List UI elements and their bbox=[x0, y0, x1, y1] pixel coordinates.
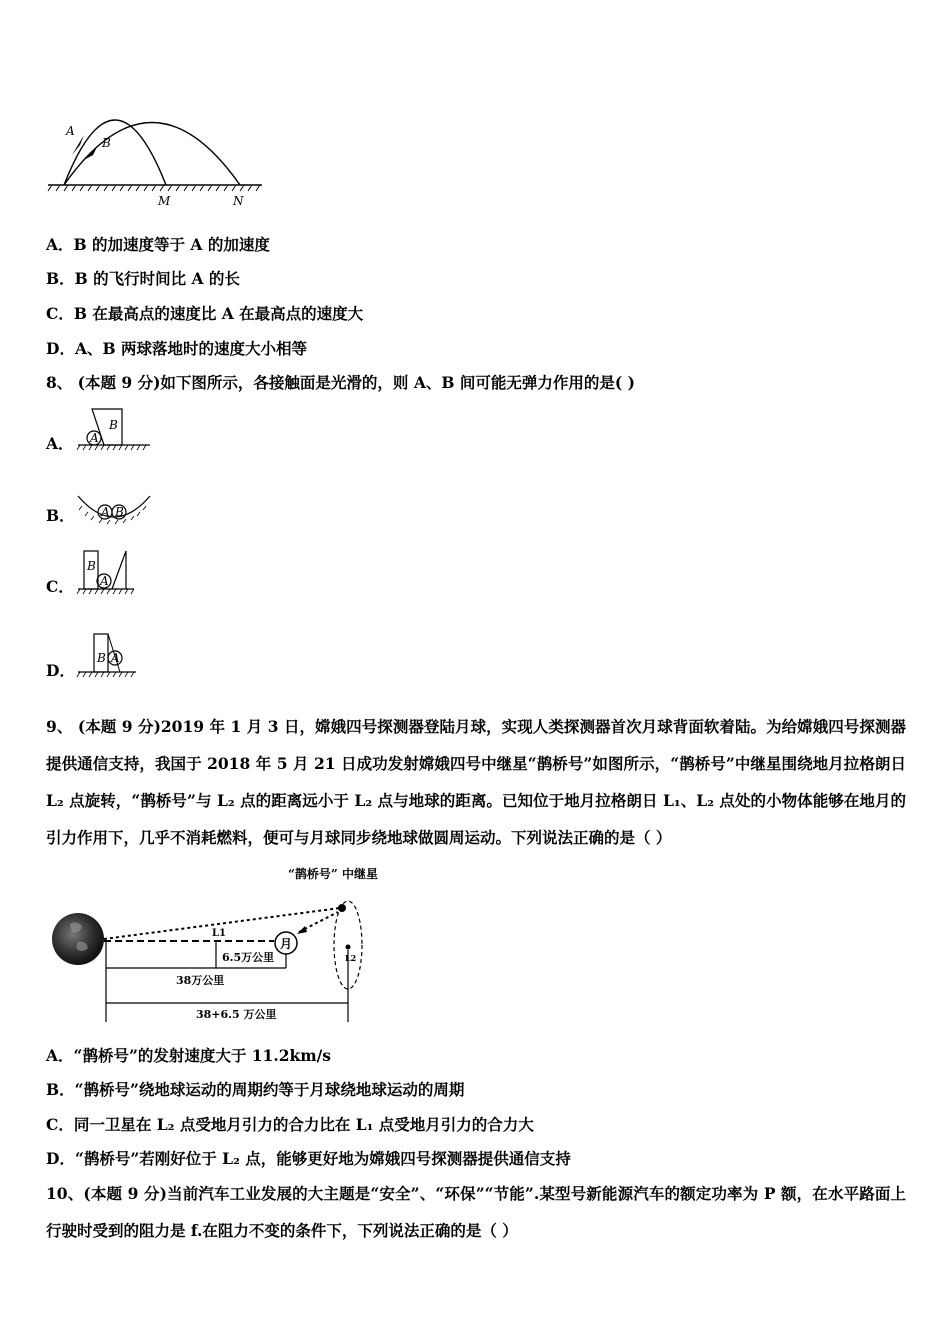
q9-stem: 9、 (本题 9 分)2019 年 1 月 3 日，嫦娥四号探测器登陆月球，实现人类探测器首次月球背面软着陆。为给嫦娥四号探测器提供通信支持，我国于 2018 年 5 月 21 日成功发射嫦娥四号中继星“鹊桥号”如图所示，“鹊桥号”中继星围绕地月拉格朗日 L₂ 点旋转，“鹊桥号”与 L₂ 点的距离远小于 L₂ 点与地球的距离。已知位于地月拉格朗日 L₁、L₂ 点处的小物体能够在地月的引力作用下，几乎不消耗燃料，便可与月球同步绕地球做圆周运动。下列说法正确的是（ ） bbox=[46, 717, 906, 847]
l2-point bbox=[346, 945, 351, 950]
arrow-to-moon bbox=[297, 926, 307, 934]
q7-projectile-figure bbox=[40, 95, 280, 215]
q8-figure-a bbox=[74, 405, 154, 457]
q7-option-a: A．B 的加速度等于 A 的加速度 bbox=[46, 235, 270, 254]
q8-stem: 8、 (本题 9 分)如下图所示，各接触面是光滑的，则 A、B 间可能无弹力作用的是( ) bbox=[46, 373, 635, 392]
label-a: A bbox=[66, 124, 75, 138]
q8-figure-d bbox=[74, 628, 154, 680]
label-b: B bbox=[102, 136, 111, 150]
ball-b-label: B bbox=[115, 505, 124, 519]
q8-figure-b bbox=[74, 490, 154, 530]
l1-label: L1 bbox=[212, 928, 226, 939]
q7-option-d: D．A、B 两球落地时的速度大小相等 bbox=[46, 339, 307, 358]
q8-option-d-label: D． bbox=[46, 661, 75, 680]
q8-option-c-label: C． bbox=[46, 577, 74, 596]
label-m: M bbox=[158, 194, 171, 208]
q10-stem: 10、(本题 9 分)当前汽车工业发展的大主题是“安全”、“环保”“节能”.某型号新能源汽车的额定功率为 P 额，在水平路面上行驶时受到的阻力是 f.在阻力不变的条件下，下列说法正确的是（ ） bbox=[46, 1184, 906, 1240]
q8-figure-c bbox=[74, 545, 154, 597]
wedge bbox=[112, 551, 126, 589]
satellite-label: “鹊桥号” 中继星 bbox=[288, 867, 378, 881]
dist-total: 38+6.5 万公里 bbox=[196, 1008, 277, 1021]
earth bbox=[52, 913, 104, 965]
label-n: N bbox=[233, 194, 244, 208]
ball-a-label: A bbox=[101, 505, 110, 519]
block-b-label: B bbox=[109, 418, 118, 432]
trajectory-a bbox=[64, 120, 166, 185]
arrow-a bbox=[72, 135, 84, 155]
moon-label: 月 bbox=[280, 937, 293, 951]
block-b-label: B bbox=[87, 559, 96, 573]
l2-label: L2 bbox=[345, 953, 357, 963]
block-b-label: B bbox=[97, 651, 106, 665]
q9-option-a: A．“鹊桥号”的发射速度大于 11.2km/s bbox=[46, 1046, 332, 1065]
q7-option-c: C．B 在最高点的速度比 A 在最高点的速度大 bbox=[46, 304, 364, 323]
q8-option-b-label: B． bbox=[46, 506, 75, 525]
ground-hatching bbox=[48, 185, 260, 191]
q7-option-b: B．B 的飞行时间比 A 的长 bbox=[46, 269, 240, 288]
q9-option-b: B．“鹊桥号”绕地球运动的周期约等于月球绕地球运动的周期 bbox=[46, 1080, 465, 1099]
dist-earth-moon: 38万公里 bbox=[176, 974, 225, 987]
ball-a-label: A bbox=[90, 431, 99, 445]
q9-option-c: C．同一卫星在 L₂ 点受地月引力的合力比在 L₁ 点受地月引力的合力大 bbox=[46, 1115, 534, 1134]
dist-moon-l2: 6.5万公里 bbox=[222, 951, 275, 964]
queqiao-satellite bbox=[338, 904, 346, 912]
q9-lagrange-figure bbox=[48, 862, 408, 1024]
ball-a-label: A bbox=[100, 574, 109, 588]
q8-option-a-label: A． bbox=[46, 434, 74, 453]
q9-option-d: D．“鹊桥号”若刚好位于 L₂ 点，能够更好地为嫦娥四号探测器提供通信支持 bbox=[46, 1149, 571, 1168]
ball-a-label: A bbox=[111, 651, 120, 665]
